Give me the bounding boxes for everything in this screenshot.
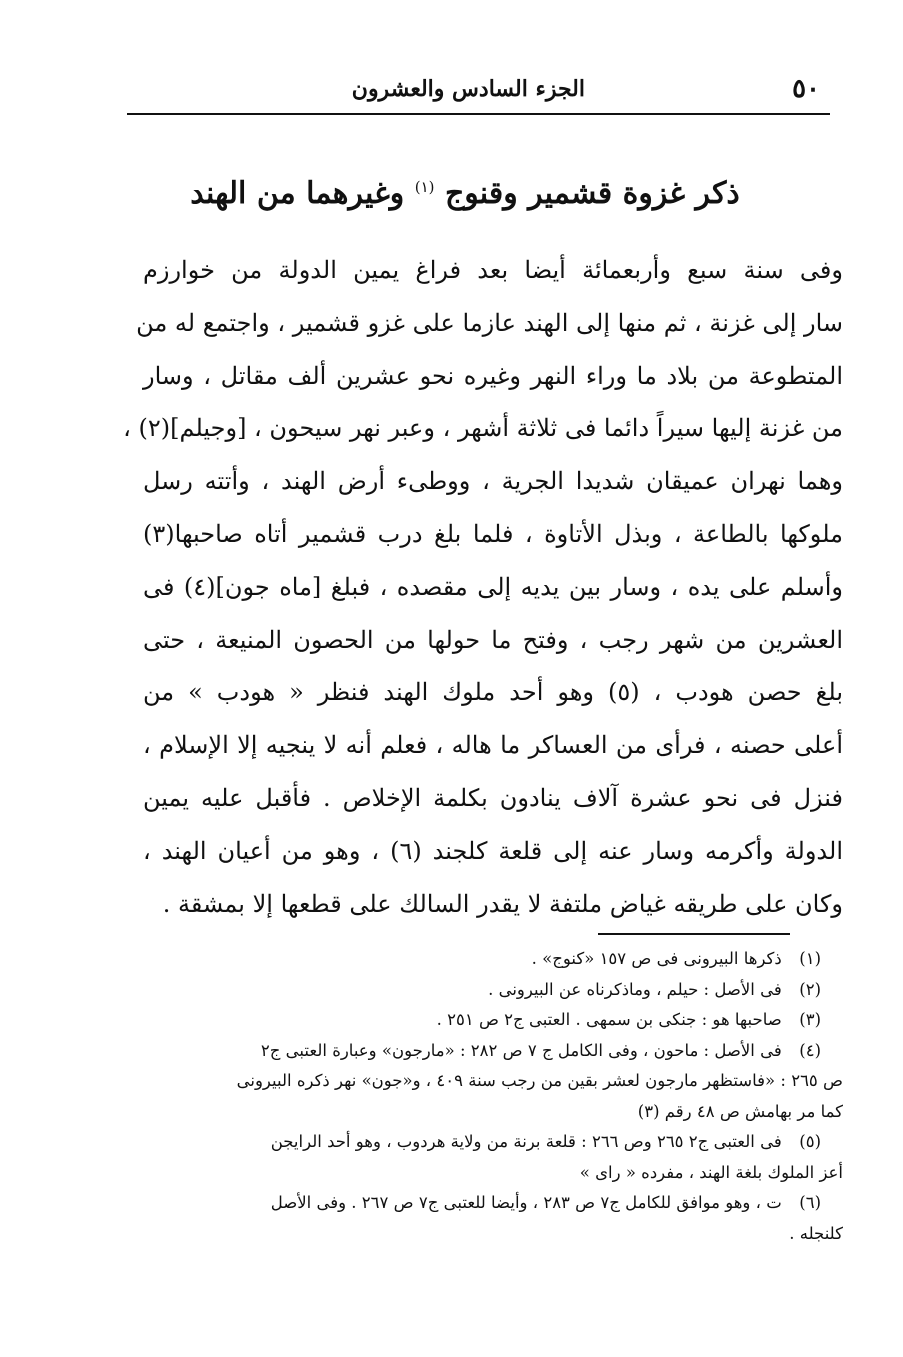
footnote-text: فى الأصل : حيلم ، وماذكرناه عن البيرونى . xyxy=(488,979,782,999)
footnote-text: فى الأصل : ماحون ، وفى الكامل ج ٧ ص ٢٨٢ : «مارجون» وعبارة العتبى ج٢ xyxy=(260,1040,782,1060)
footnote-continuation: أعز الملوك بلغة الهند ، مفرده « راى » xyxy=(579,1162,843,1182)
footnote-continuation: كلنجله . xyxy=(789,1223,843,1243)
body-line: فنزل فى نحو عشرة آلاف ينادون بكلمة الإخلاص . فأقبل عليه يمين xyxy=(143,783,844,812)
footnote-number: (٦) xyxy=(799,1193,821,1212)
footnote-number: (٤) xyxy=(799,1040,821,1060)
footnote-text: ت ، وهو موافق للكامل ج٧ ص ٢٨٣ ، وأيضا للعتبى ج٧ ص ٢٦٧ . وفى الأصل xyxy=(270,1193,782,1212)
body-line: وفى سنة سبع وأربعمائة أيضا بعد فراغ يمين الدولة من خوارزم xyxy=(143,256,843,284)
footnote-continuation: ص ٢٦٥ : «فاستظهر مارجون لعشر بقين من رجب سنة ٤٠٩ ، و«جون» نهر ذكره البيرونى xyxy=(236,1071,843,1090)
footnote xyxy=(143,1127,843,1158)
body-line: وأسلم على يده ، وسار بين يديه إلى مقصده ، فبلغ [ماه جون](٤) فى xyxy=(143,572,844,601)
footnote-rule xyxy=(598,933,790,935)
body-line: الدولة وأكرمه وسار عنه إلى قلعة كلجند (٦) ، وهو من أعيان الهند ، xyxy=(143,836,844,865)
section-title-part1: ذكر غزوة قشمير وقنوج xyxy=(444,176,740,211)
body-line: وكان على طريقه غياض ملتفة لا يقدر السالك على قطعها إلا بمشقة . xyxy=(162,889,843,918)
running-head: الجزء السادس والعشرون xyxy=(351,76,585,102)
footnote-number: (٢) xyxy=(799,979,821,999)
footnote xyxy=(143,1005,843,1036)
footnote xyxy=(143,975,843,1006)
page-number: ٥٠ xyxy=(792,74,820,104)
footnote-number: (٣) xyxy=(799,1010,821,1029)
footnote-text: صاحبها هو : جنكى بن سمهى . العتبى ج٢ ص ٢٥١ . xyxy=(436,1010,782,1029)
body-line: أعلى حصنه ، فرأى من العساكر ما هاله ، فعلم أنه لا ينجيه إلا الإسلام ، xyxy=(143,731,843,760)
footnote xyxy=(143,1036,843,1067)
body-text xyxy=(123,244,844,930)
footnote-text: فى العتبى ج٢ ٢٦٥ وص ٢٦٦ : قلعة برنة من ولاية هردوب ، وهو أحد الرايجن xyxy=(270,1132,782,1151)
body-line: المتطوعة من بلاد ما وراء النهر وغيره نحو عشرين ألف مقاتل ، وسار xyxy=(143,361,843,390)
footnote-number: (١) xyxy=(799,949,821,968)
header-rule xyxy=(127,113,830,115)
body-line: ملوكها بالطاعة ، وبذل الأتاوة ، فلما بلغ درب قشمير أتاه صاحبها(٣) xyxy=(143,519,844,548)
footnote xyxy=(143,1188,843,1219)
footnote-continuation: كما مر بهامش ص ٤٨ رقم (٣) xyxy=(637,1101,843,1121)
body-line: العشرين من شهر رجب ، وفتح ما حولها من الحصون المنيعة ، حتى xyxy=(143,625,843,654)
footnote-number: (٥) xyxy=(799,1132,821,1151)
body-line: سار إلى غزنة ، ثم منها إلى الهند عازما على غزو قشمير ، واجتمع له من xyxy=(136,308,843,337)
page-header xyxy=(135,70,825,114)
title-footnote-mark: (١) xyxy=(414,178,435,196)
footnote-text: ذكرها البيرونى فى ص ١٥٧ «كنوج» . xyxy=(531,949,782,968)
body-line: من غزنة إليها سيراً دائما فى ثلاثة أشهر ، وعبر نهر سيحون ، [وجيلم](٢) ، xyxy=(123,414,843,443)
body-line: وهما نهران عميقان شديدا الجرية ، ووطىء أرض الهند ، وأتته رسل xyxy=(143,467,843,496)
section-title-part2: وغيرهما من الهند xyxy=(190,176,405,211)
footnotes xyxy=(143,944,843,1249)
section-title xyxy=(150,176,780,211)
body-line: بلغ حصن هودب ، (٥) وهو أحد ملوك الهند فنظر « هودب » من xyxy=(143,678,843,707)
footnote xyxy=(143,944,843,975)
